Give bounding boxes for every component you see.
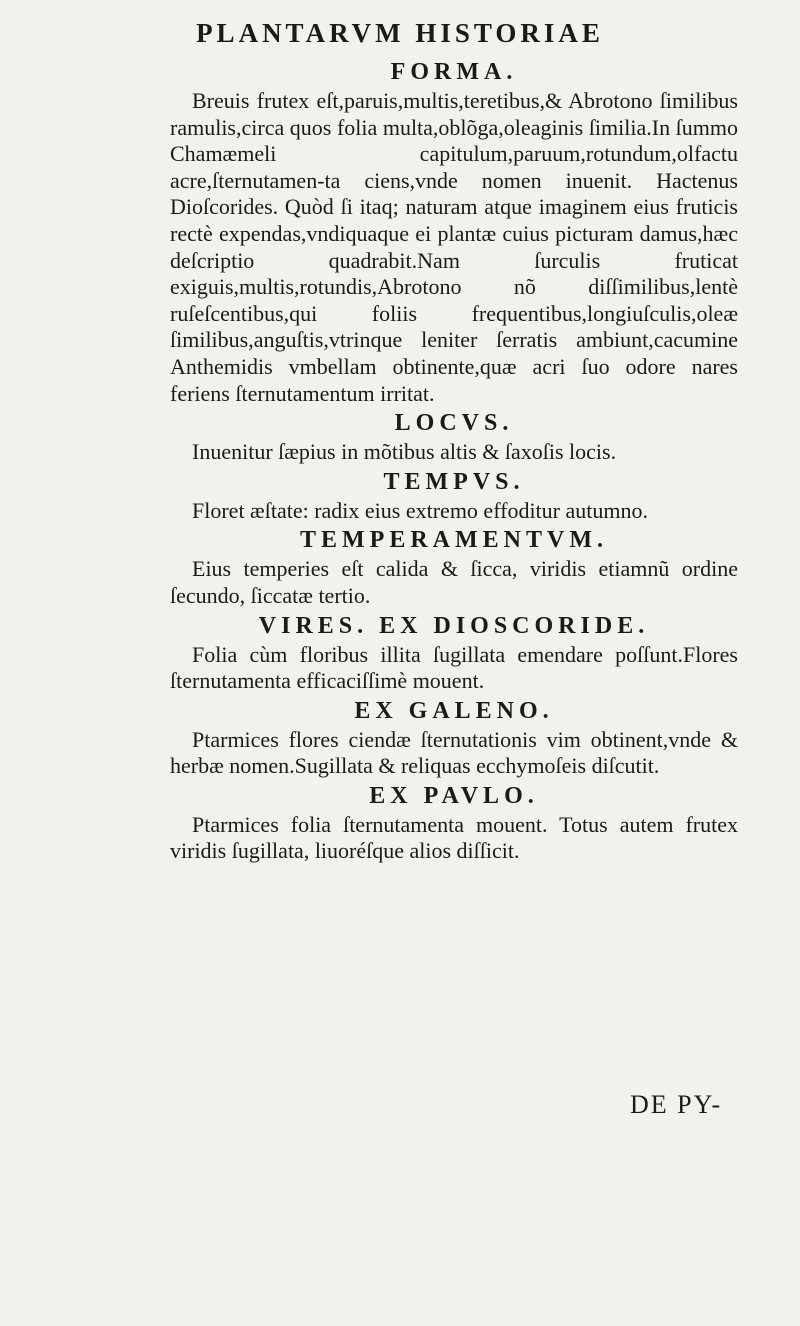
- section-heading: EX PAVLO.: [369, 782, 539, 809]
- section-tempus: [170, 466, 738, 525]
- section-heading: EX GALENO.: [354, 697, 554, 724]
- section-text: Inuenitur ſæpius in mõtibus altis & ſaxoſis locis.: [192, 439, 617, 465]
- section-locus: [170, 407, 738, 466]
- section-vires-dioscoride: [170, 610, 738, 695]
- page-body: [170, 56, 738, 865]
- section-text: Ptarmices folia ſternutamenta mouent. Totus autem frutex viridis ſugillata, liuoréſque alios diſſicit.: [170, 811, 738, 864]
- section-text: Floret æſtate: radix eius extremo effoditur autumno.: [192, 497, 648, 523]
- section-text: Folia cùm floribus illita ſugillata emendare poſſunt.Flores ſternutamenta efficaciſſimè mouent.: [170, 641, 738, 694]
- section-paulo: [170, 780, 738, 865]
- section-text: Breuis frutex eſt,paruis,multis,teretibus,& Abrotono ſimilibus ramulis,circa quos folia multa,oblõga,oleaginis ſimilia.In ſummo Chamæmeli capitulum,paruum,rotundum,olfactu acre,ſternutamen-ta ciens,vnde nomen inuenit. Hactenus Dioſcorides. Quòd ſi itaq; naturam atque imaginem eius fruticis rectè expendas,vndiquaque ei plantæ cuius picturam damus,hæc deſcriptio quadrabit.Nam ſurculis fruticat exiguis,multis,rotundis,Abrotono nõ diſſimilibus,lentè ruſeſcentibus,qui foliis frequentibus,longiuſculis,oleæ ſimilibus,anguſtis,vtrinque leniter ſerratis ambiunt,cacumine Anthemidis vmbellam obtinente,quæ acri ſuo odore nares feriens ſternutamentum irritat.: [170, 88, 738, 406]
- section-heading: TEMPVS.: [383, 468, 525, 495]
- catchword: DE PY-: [630, 1090, 723, 1119]
- section-text: Eius temperies eſt calida & ſicca, viridis etiamnũ ordine ſecundo, ſiccatæ tertio.: [170, 556, 738, 608]
- section-heading: FORMA.: [390, 59, 518, 85]
- section-forma: [170, 56, 738, 407]
- section-heading: VIRES. EX DIOSCORIDE.: [258, 612, 650, 639]
- section-heading: TEMPERAMENTVM.: [300, 527, 608, 554]
- section-heading: LOCVS.: [394, 410, 514, 437]
- section-temperamentum: [170, 524, 738, 609]
- section-galeno: [170, 695, 738, 780]
- section-text: Ptarmices flores ciendæ ſternutationis vim obtinent,vnde & herbæ nomen.Sugillata & reliquas ecchymoſeis diſcutit.: [170, 726, 738, 779]
- running-head: PLANTARVM HISTORIAE: [196, 18, 604, 48]
